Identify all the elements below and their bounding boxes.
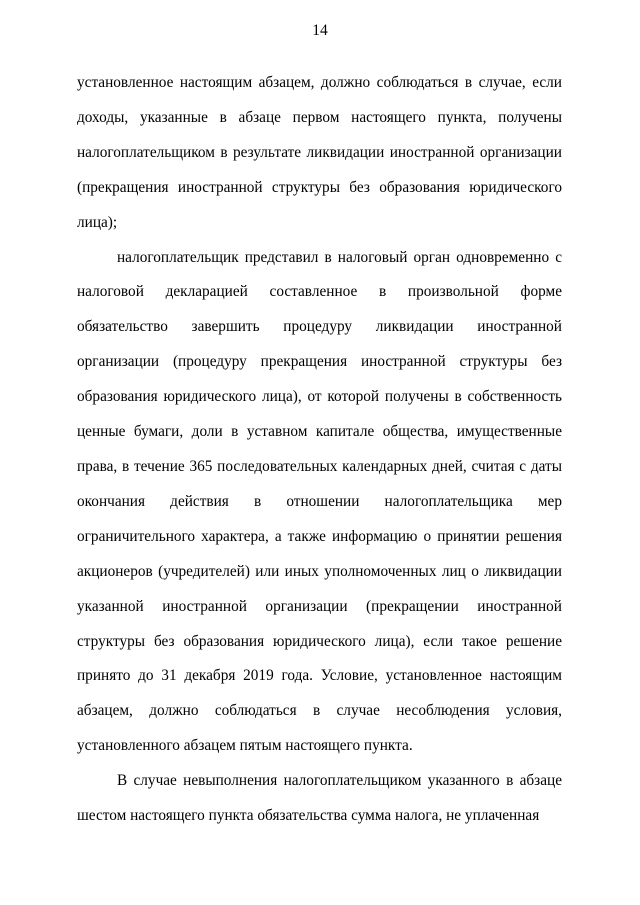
- paragraph-taxpayer-obligation: налогоплательщик представил в налоговый орган одновременно с налоговой декларацией составленное в произвольной форме обязательство завершить процедуру ликвидации иностранной организации (процедуру прекращения иностранной структуры без образования юридического лица), от которой получены в собственность ценные бумаги, доли в уставном капитале общества, имущественные права, в течение 365 последовательных календарных дней, считая с даты окончания действия в отношении налогоплательщика мер ограничительного характера, а также информацию о принятии решения акционеров (учредителей) или иных уполномоченных лиц о ликвидации указанной иностранной организации (прекращении иностранной структуры без образования юридического лица), если такое решение принято до 31 декабря 2019 года. Условие, установленное настоящим абзацем, должно соблюдаться в случае несоблюдения условия, установленного абзацем пятым настоящего пункта.: [77, 248, 562, 755]
- paragraph-non-fulfillment: В случае невыполнения налогоплательщиком указанного в абзаце шестом настоящего пункта обязательства сумма налога, не уплаченная: [77, 772, 562, 825]
- paragraph-continuation: установленное настоящим абзацем, должно соблюдаться в случае, если доходы, указанные в абзаце первом настоящего пункта, получены налогоплательщиком в результате ликвидации иностранной организации (прекращения иностранной структуры без образования юридического лица);: [77, 74, 562, 231]
- page-number: 14: [312, 22, 328, 39]
- document-body: [77, 66, 562, 834]
